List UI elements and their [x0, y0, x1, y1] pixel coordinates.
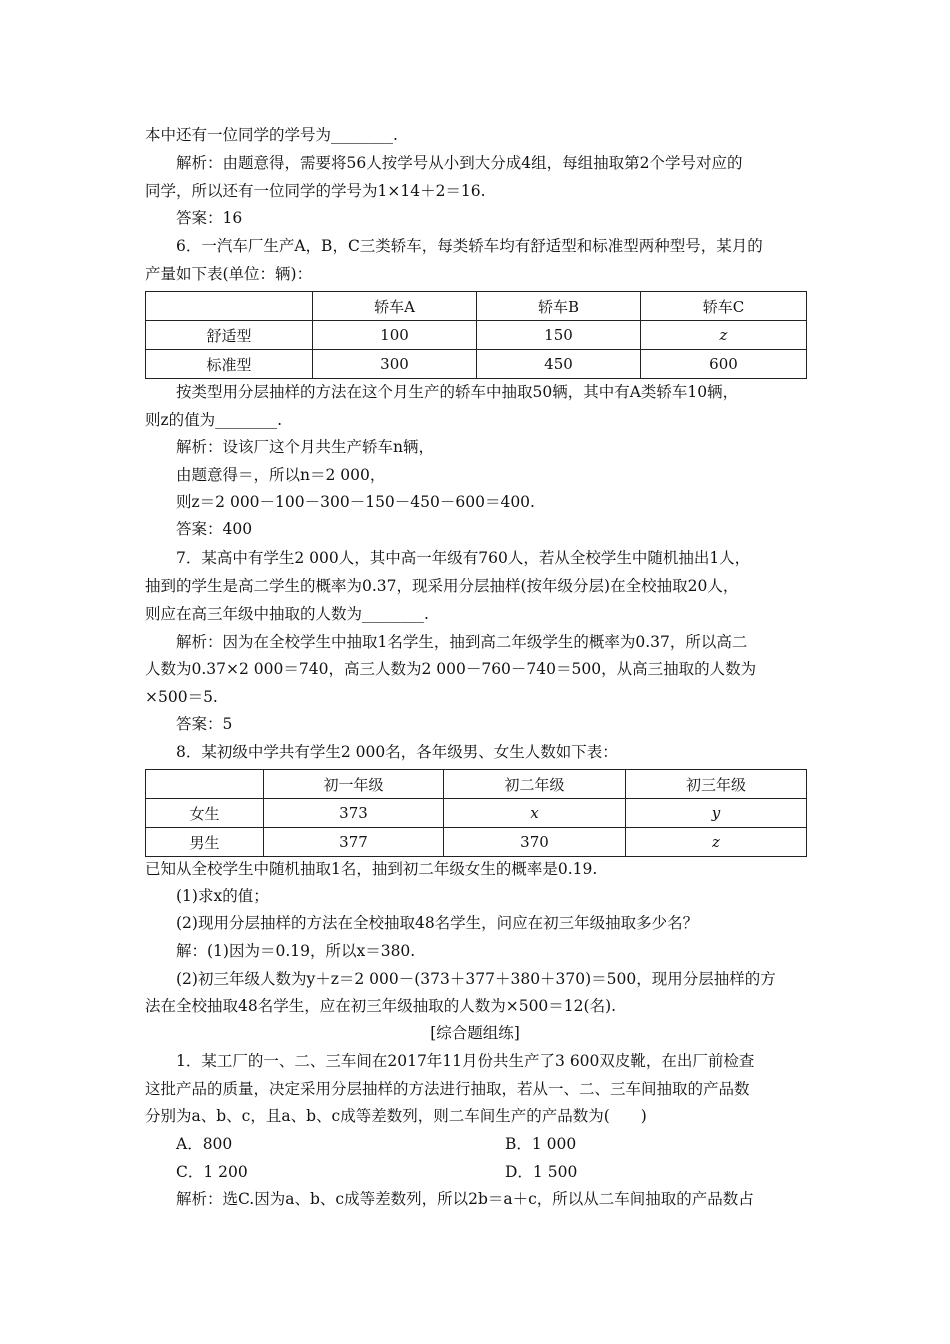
text-line: 法在全校抽取48名学生，应在初三年级抽取的人数为×500＝12(名). — [145, 997, 617, 1015]
table-cell: 轿车A — [313, 292, 477, 321]
text-line: 产量如下表(单位：辆)： — [145, 265, 313, 283]
text-line: 答案：5 — [176, 715, 233, 733]
text-line: 抽到的学生是高二学生的概率为0.37，现采用分层抽样(按年级分层)在全校抽取20人， — [145, 577, 739, 595]
text-line: 答案：400 — [176, 520, 253, 538]
table-row — [146, 321, 807, 350]
table-cell: 轿车C — [641, 292, 807, 321]
text-line: 解析：设该厂这个月共生产轿车n辆， — [176, 438, 434, 456]
option-d: D．1 500 — [505, 1163, 578, 1181]
table-cell: 女生 — [146, 799, 264, 828]
table-cell: 150 — [477, 321, 641, 350]
text-line: 由题意得＝，所以n＝2 000， — [176, 466, 386, 484]
table-cell: 370 — [444, 828, 626, 857]
text-line: 解：(1)因为＝0.19，所以x＝380. — [176, 942, 416, 960]
text-line: 则z的值为________. — [145, 411, 283, 429]
table-cell: 300 — [313, 350, 477, 379]
table-cell: 舒适型 — [146, 321, 313, 350]
table-cell: 轿车B — [477, 292, 641, 321]
text-line: (2)初三年级人数为y＋z＝2 000－(373＋377＋380＋370)＝500，现用分层抽样的方 — [176, 970, 776, 988]
text-line: 解析：因为在全校学生中抽取1名学生，抽到高二年级学生的概率为0.37，所以高二 — [176, 633, 748, 651]
text-line: 这批产品的质量，决定采用分层抽样的方法进行抽取，若从一、二、三车间抽取的产品数 — [145, 1080, 750, 1098]
table-cell: 初三年级 — [626, 770, 807, 799]
text-line: 1．某工厂的一、二、三车间在2017年11月份共生产了3 600双皮靴，在出厂前检查 — [176, 1052, 755, 1070]
text-line: (2)现用分层抽样的方法在全校抽取48名学生，问应在初三年级抽取多少名？ — [176, 914, 699, 932]
table-row — [146, 350, 807, 379]
text-line: ×500＝5. — [145, 688, 218, 706]
students-table — [145, 769, 807, 857]
option-a: A．800 — [176, 1135, 233, 1153]
text-line: 解析：由题意得，需要将56人按学号从小到大分成4组，每组抽取第2个学号对应的 — [176, 154, 743, 172]
text-line: 分别为a、b、c，且a、b、c成等差数列，则二车间生产的产品数为( ) — [145, 1107, 647, 1125]
production-table — [145, 291, 807, 379]
text-line: 则z＝2 000－100－300－150－450－600＝400. — [176, 493, 535, 511]
text-line: 同学，所以还有一位同学的学号为1×14＋2＝16. — [145, 182, 486, 200]
text-line: 已知从全校学生中随机抽取1名，抽到初二年级女生的概率是0.19. — [145, 860, 598, 878]
table-cell: 标准型 — [146, 350, 313, 379]
table-row — [146, 828, 807, 857]
table-cell: 377 — [264, 828, 444, 857]
table-cell: z — [626, 828, 807, 857]
table-cell: 100 — [313, 321, 477, 350]
text-line: (1)求x的值； — [176, 887, 269, 905]
table-cell: x — [444, 799, 626, 828]
table-cell — [146, 292, 313, 321]
section-heading: [综合题组练] — [430, 1024, 520, 1042]
table-cell: 男生 — [146, 828, 264, 857]
table-cell: 600 — [641, 350, 807, 379]
text-line: 6．一汽车厂生产A，B，C三类轿车，每类轿车均有舒适型和标准型两种型号，某月的 — [176, 237, 763, 255]
option-b: B．1 000 — [505, 1135, 577, 1153]
table-header-row — [146, 292, 807, 321]
text-line: 按类型用分层抽样的方法在这个月生产的轿车中抽取50辆，其中有A类轿车10辆， — [176, 383, 739, 401]
option-c: C．1 200 — [176, 1163, 248, 1181]
text-line: 人数为0.37×2 000＝740，高三人数为2 000－760－740＝500，从高三抽取的人数为 — [145, 660, 757, 678]
text-line: 本中还有一位同学的学号为________. — [145, 126, 398, 144]
text-line: 解析：选C.因为a、b、c成等差数列，所以2b＝a＋c，所以从二车间抽取的产品数占 — [176, 1190, 754, 1208]
text-line: 则应在高三年级中抽取的人数为________. — [145, 605, 429, 623]
table-cell: 初一年级 — [264, 770, 444, 799]
text-line: 7．某高中有学生2 000人，其中高一年级有760人，若从全校学生中随机抽出1人， — [176, 549, 751, 567]
text-line: 8．某初级中学共有学生2 000名，各年级男、女生人数如下表： — [176, 743, 618, 761]
text-line: 答案：16 — [176, 209, 243, 227]
table-row — [146, 799, 807, 828]
table-cell: y — [626, 799, 807, 828]
table-cell: 450 — [477, 350, 641, 379]
table-cell: z — [641, 321, 807, 350]
table-header-row — [146, 770, 807, 799]
table-cell — [146, 770, 264, 799]
table-cell: 373 — [264, 799, 444, 828]
table-cell: 初二年级 — [444, 770, 626, 799]
